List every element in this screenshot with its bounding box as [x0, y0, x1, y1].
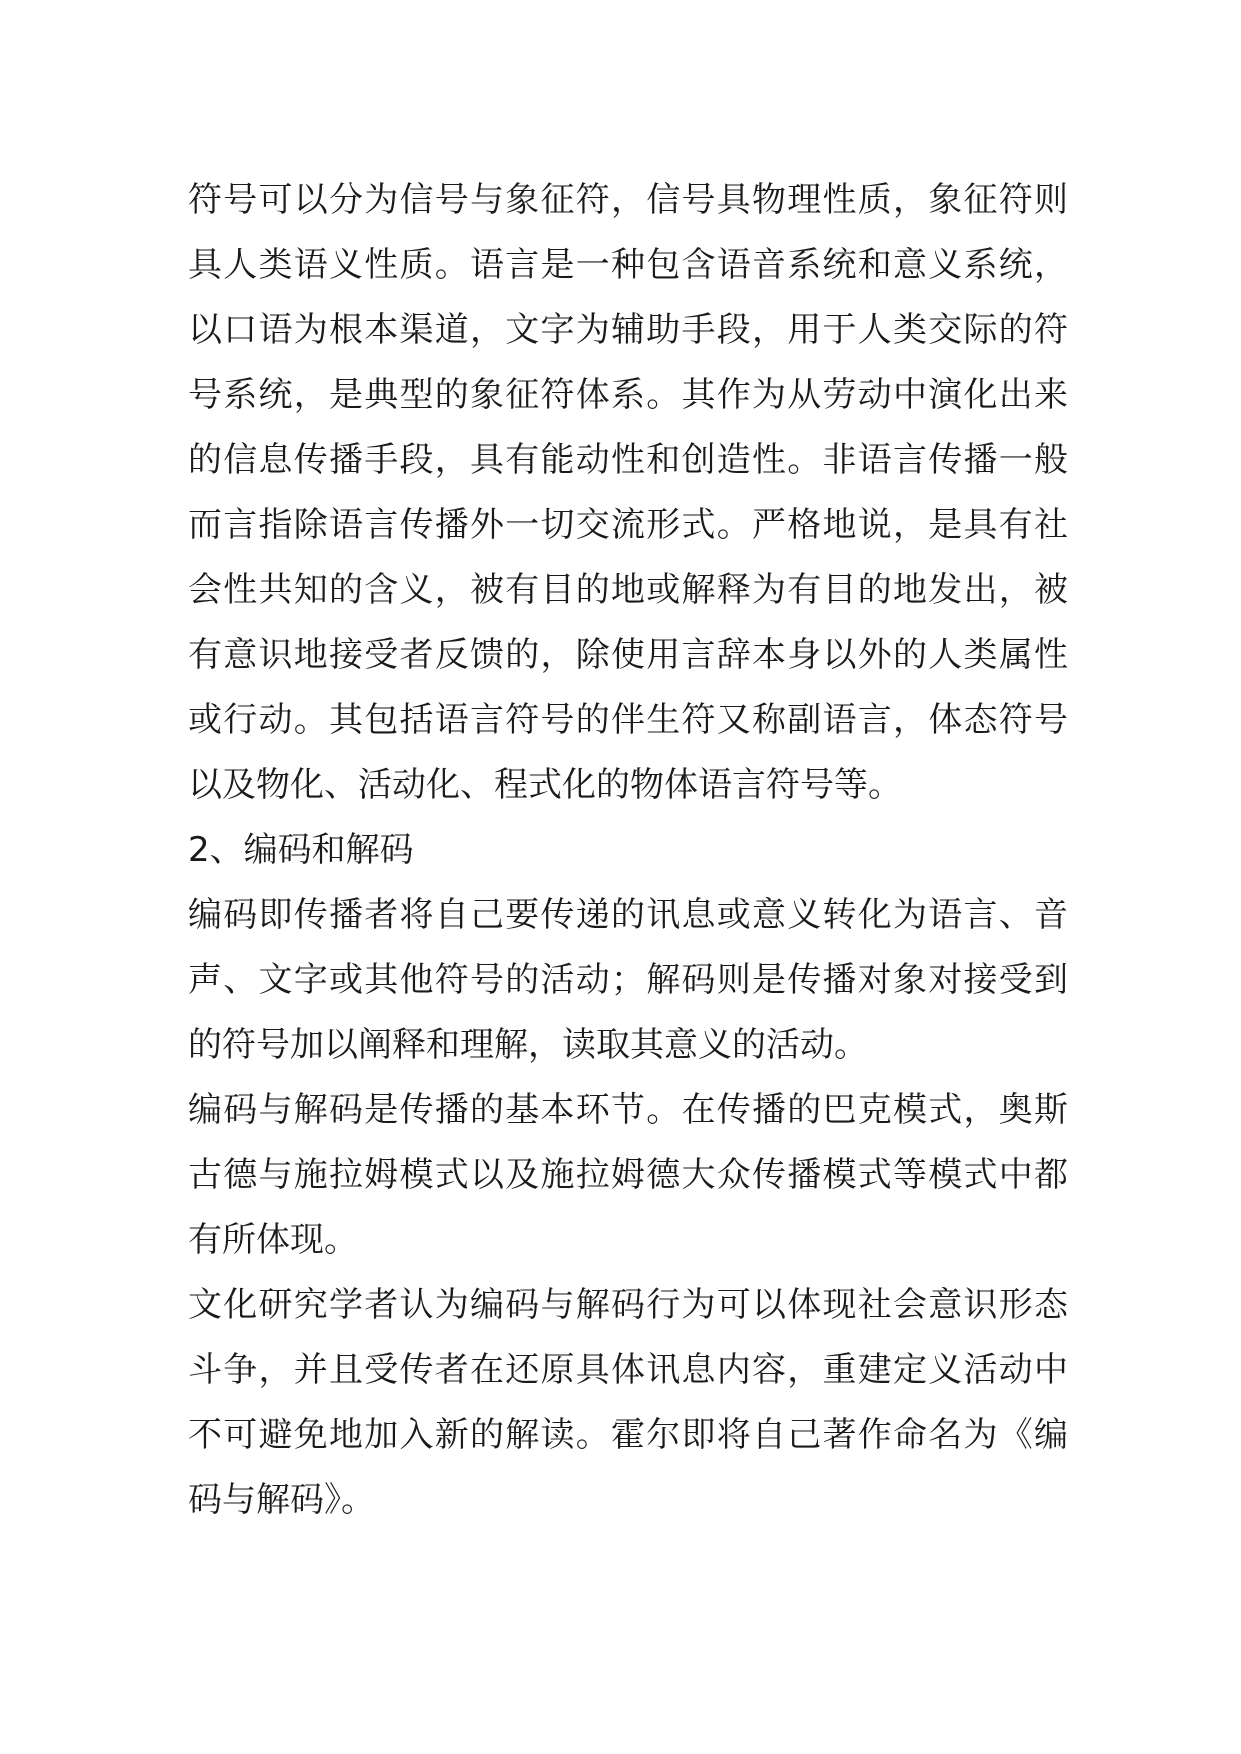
- section-heading: 2、编码和解码: [188, 830, 414, 870]
- paragraph-symbols: 符号可以分为信号与象征符，信号具物理性质，象征符则具人类语义性质。语言是一种包含语音系统和意义系统，以口语为根本渠道，文字为辅助手段，用于人类交际的符号系统，是典型的象征符体系。其作为从劳动中演化出来的信息传播手段，具有能动性和创造性。非语言传播一般而言指除语言传播外一切交流形式。严格地说，是具有社会性共知的含义，被有目的地或解释为有目的地发出，被有意识地接受者反馈的，除使用言辞本身以外的人类属性或行动。其包括语言符号的伴生符又称副语言，体态符号以及物化、活动化、程式化的物体语言符号等。: [188, 180, 1068, 805]
- paragraph-encoding-definition: 编码即传播者将自己要传递的讯息或意义转化为语言、音声、文字或其他符号的活动；解码则是传播对象对接受到的符号加以阐释和理解，读取其意义的活动。: [188, 895, 1068, 1065]
- paragraph-cultural-studies: 文化研究学者认为编码与解码行为可以体现社会意识形态斗争，并且受传者在还原具体讯息内容，重建定义活动中不可避免地加入新的解读。霍尔即将自己著作命名为《编码与解码》。: [188, 1285, 1068, 1520]
- document-body: [188, 168, 1068, 1533]
- paragraph-encoding-models: 编码与解码是传播的基本环节。在传播的巴克模式，奥斯古德与施拉姆模式以及施拉姆德大众传播模式等模式中都有所体现。: [188, 1090, 1068, 1260]
